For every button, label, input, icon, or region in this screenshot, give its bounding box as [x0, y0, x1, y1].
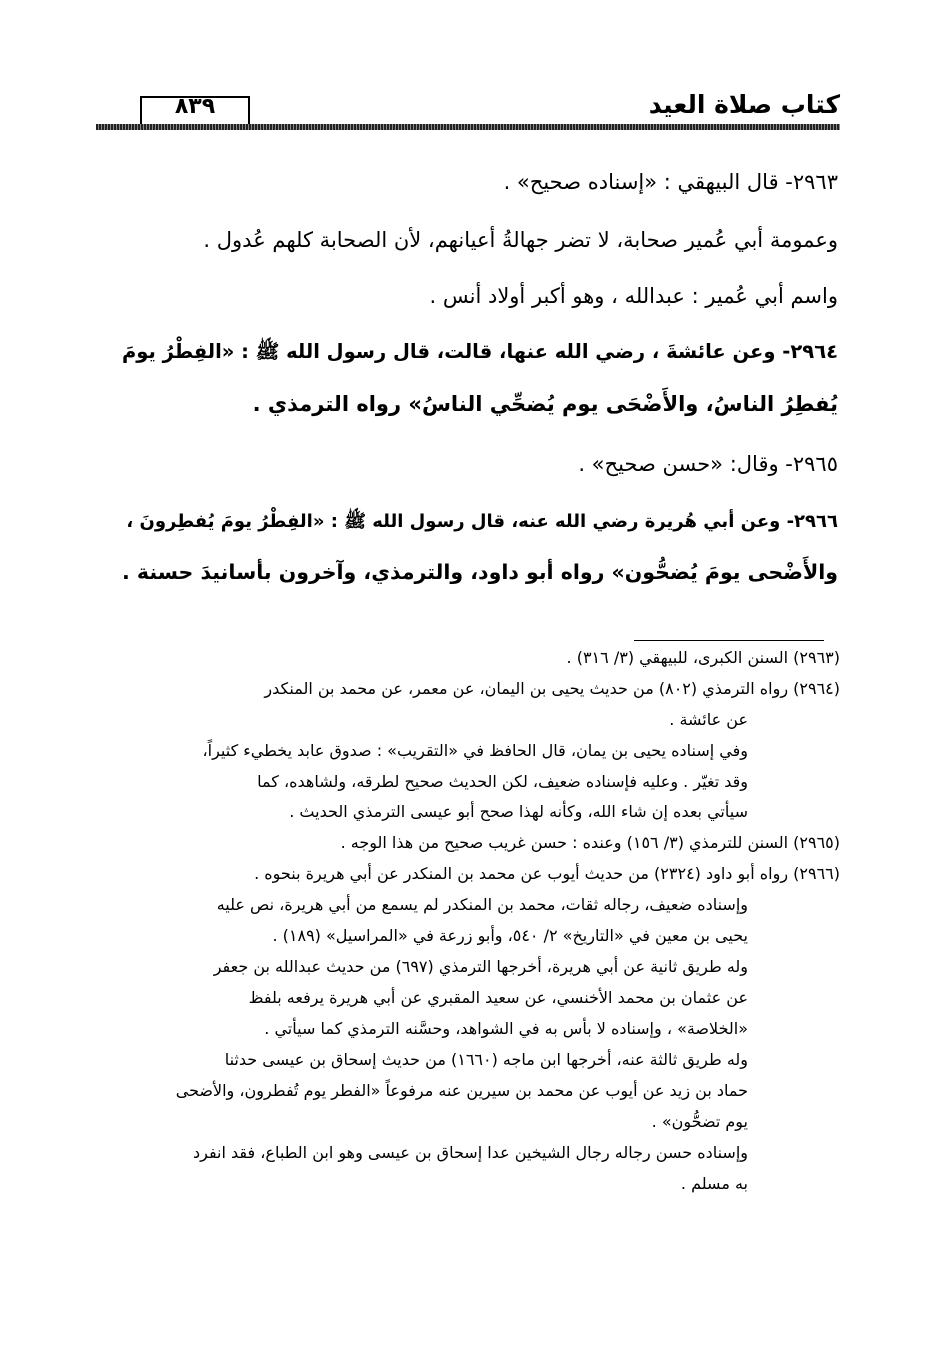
footnote-2966: (٢٩٦٦) رواه أبو داود (٢٣٢٤) من حديث أيوب عن محمد بن المنكدر عن أبي هريرة بنحوه .	[254, 864, 840, 883]
main-line: يُفطِرُ الناسُ، والأَضْحَى يوم يُضحِّي الناسُ» رواه الترمذي .	[252, 392, 838, 416]
footnote-line: عن عائشة .	[669, 710, 748, 729]
footnote-2964: (٢٩٦٤) رواه الترمذي (٨٠٢) من حديث يحيى بن اليمان، عن معمر، عن محمد بن المنكدر	[264, 679, 840, 698]
footnote-line: وإسناده حسن رجاله رجال الشيخين عدا إسحاق بن عيسى وهو ابن الطباع، فقد انفرد	[193, 1143, 748, 1162]
main-line-2963: ٢٩٦٣- قال البيهقي : «إسناده صحيح» .	[503, 170, 838, 194]
footnote-line: وله طريق ثالثة عنه، أخرجها ابن ماجه (١٦٦٠) من حديث إسحاق بن عيسى حدثنا	[224, 1050, 748, 1069]
page-number: ٨٣٩	[174, 94, 216, 119]
footnote-2965: (٢٩٦٥) السنن للترمذي (٣/ ١٥٦) وعنده : حسن غريب صحيح من هذا الوجه .	[340, 833, 840, 852]
main-line-2965: ٢٩٦٥- وقال: «حسن صحيح» .	[578, 452, 838, 476]
footnote-line: حماد بن زيد عن أيوب عن محمد بن سيرين عنه مرفوعاً «الفطر يوم تُفطرون، والأضحى	[175, 1081, 748, 1100]
footnote-line: به مسلم .	[680, 1174, 748, 1193]
main-line: وعمومة أبي عُمير صحابة، لا تضر جهالةُ أعيانهم، لأن الصحابة كلهم عُدول .	[203, 228, 838, 252]
footnote-2963: (٢٩٦٣) السنن الكبرى، للبيهقي (٣/ ٣١٦) .	[566, 648, 840, 667]
footnote-line: يحيى بن معين في «التاريخ» ٢/ ٥٤٠، وأبو زرعة في «المراسيل» (١٨٩) .	[272, 926, 748, 945]
footnote-line: وقد تغيّر . وعليه فإسناده ضعيف، لكن الحديث صحيح لطرقه، ولشاهده، كما	[257, 772, 748, 791]
footnote-line: سيأتي بعده إن شاء الله، وكأنه لهذا صحح أبو عيسى الترمذي الحديث .	[289, 802, 748, 821]
main-line: والأَضْحى يومَ يُضحُّون» رواه أبو داود، والترمذي، وآخرون بأسانيدَ حسنة .	[121, 560, 838, 584]
main-line: واسم أبي عُمير : عبدالله ، وهو أكبر أولاد أنس .	[429, 284, 838, 308]
main-line-2964: ٢٩٦٤- وعن عائشةَ ، رضي الله عنها، قالت، قال رسول الله ﷺ : «الفِطْرُ يومَ	[121, 340, 838, 363]
running-title: كتاب صلاة العيد	[648, 90, 840, 119]
footnote-line: عن عثمان بن محمد الأخنسي، عن سعيد المقبري عن أبي هريرة يرفعه بلفظ	[248, 988, 748, 1007]
footnote-line: وله طريق ثانية عن أبي هريرة، أخرجها الترمذي (٦٩٧) من حديث عبدالله بن جعفر	[213, 957, 748, 976]
footnote-line: يوم تضحُّون» .	[651, 1112, 748, 1131]
footnote-line: «الخلاصة» ، وإسناده لا بأس به في الشواهد، وحسَّنه الترمذي كما سيأتي .	[264, 1019, 748, 1038]
page-header	[96, 88, 840, 134]
footnote-line: وفي إسناده يحيى بن يمان، قال الحافظ في «التقريب» : صدوق عابد يخطيء كثيراً،	[202, 741, 748, 760]
footnote-line: وإسناده ضعيف، رجاله ثقات، محمد بن المنكدر لم يسمع من أبي هريرة، نص عليه	[216, 895, 748, 914]
header-rule	[96, 124, 840, 130]
main-line-2966: ٢٩٦٦- وعن أبي هُريرة رضي الله عنه، قال رسول الله ﷺ : «الفِطْرُ يومَ يُفطِرونَ ،	[126, 511, 838, 532]
footnote-separator	[634, 640, 824, 641]
